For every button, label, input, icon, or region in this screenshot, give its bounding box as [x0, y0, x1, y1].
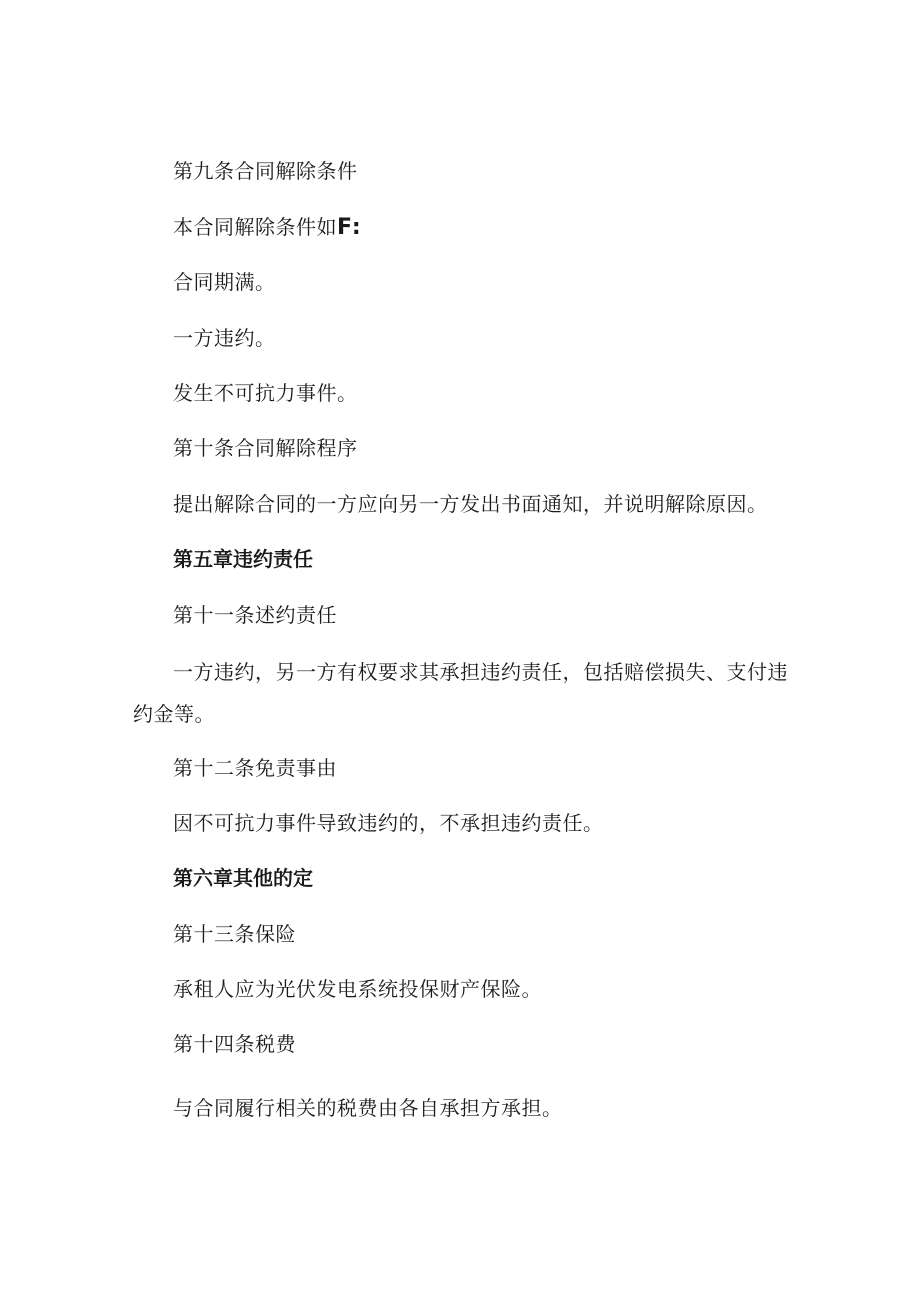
article-9-intro: [173, 213, 362, 242]
article-9-intro-tail: F:: [337, 215, 362, 240]
article-12-body: 因不可抗力事件导致违约的，不承担违约责任。: [173, 811, 604, 835]
chapter-5-title: 第五章违约责任: [173, 547, 313, 571]
article-11-title: 第十一条述约责任: [173, 603, 337, 627]
article-14-title: 第十四条税费: [173, 1032, 296, 1056]
article-9-item-2: 一方违约。: [173, 326, 276, 350]
article-13-body: 承租人应为光伏发电系统投保财产保险。: [173, 977, 542, 1001]
article-10-body: 提出解除合同的一方应向另一方发出书面通知，并说明解除原因。: [173, 492, 768, 516]
article-9-title: 第九条合同解除条件: [173, 159, 358, 183]
article-9-item-3: 发生不可抗力事件。: [173, 381, 358, 405]
article-13-title: 第十三条保险: [173, 922, 296, 946]
article-11-body: 一方违约，另一方有权要求其承担违约责任，包括赔偿损失、支付违约金等。: [133, 660, 788, 726]
article-9-item-1: 合同期满。: [173, 270, 276, 294]
chapter-6-title: 第六章其他的定: [173, 866, 313, 890]
article-12-title: 第十二条免责事由: [173, 756, 337, 780]
article-14-body: 与合同履行相关的税费由各自承担方承担。: [173, 1096, 563, 1120]
article-9-intro-text: 本合同解除条件如: [173, 215, 337, 239]
article-10-title: 第十条合同解除程序: [173, 436, 358, 460]
